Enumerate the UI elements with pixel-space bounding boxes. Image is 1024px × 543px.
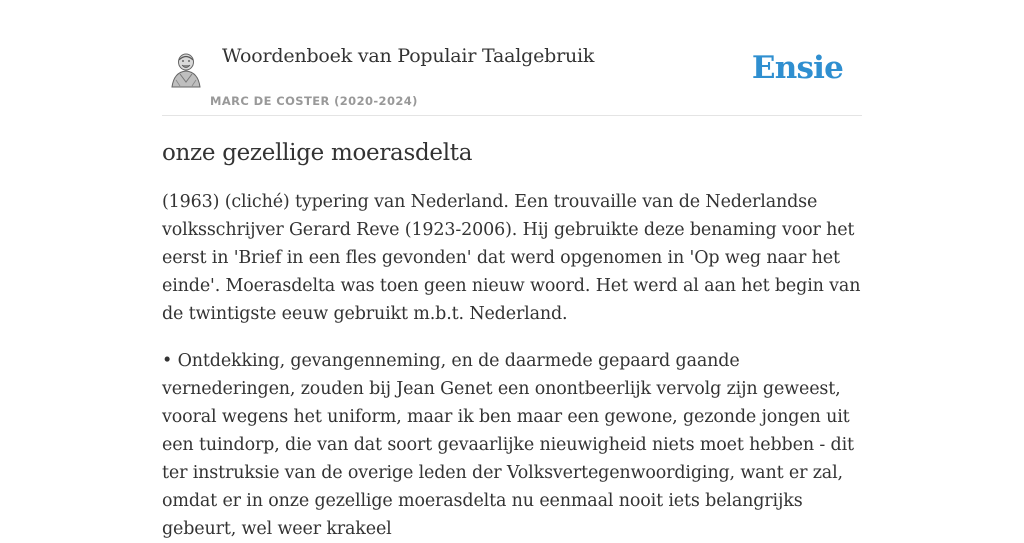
author-portrait-icon[interactable]: [170, 52, 202, 88]
entry-quote: • Ontdekking, gevangenneming, en de daarmede gepaard gaande vernederingen, zouden bij Jean Genet een onontbeerlijk vervolg zijn geweest, vooral wegens het uniform, maar ik ben maar een gewone, gezonde jongen uit een tuindorp, die van dat soort gevaarlijke nieuwigheid niets moet hebben - dit ter instruksie van de overige leden der Volksvertegenwoordiging, want er zal, omdat er in onze gezellige moerasdelta nu eenmaal nooit iets belangrijks gebeurt, wel weer krakeel: [162, 351, 854, 539]
author-name: MARC DE COSTER (2020-2024): [210, 94, 418, 108]
brand-logo[interactable]: Ensie: [751, 50, 843, 86]
site-title[interactable]: Woordenboek van Populair Taalgebruik: [222, 45, 595, 67]
entry-title: onze gezellige moerasdelta: [162, 140, 473, 166]
entry-definition: (1963) (cliché) typering van Nederland. Een trouvaille van de Nederlandse volksschrijver Gerard Reve (1923-2006). Hij gebruikte deze benaming voor het eerst in 'Brief in een fles gevonden' dat werd opgenomen in 'Op weg naar het einde'. Moerasdelta was toen geen nieuw woord. Het werd al aan het begin van de twintigste eeuw gebruikt m.b.t. Nederland.: [162, 192, 861, 324]
site-header: [162, 0, 862, 116]
page: [162, 0, 862, 543]
